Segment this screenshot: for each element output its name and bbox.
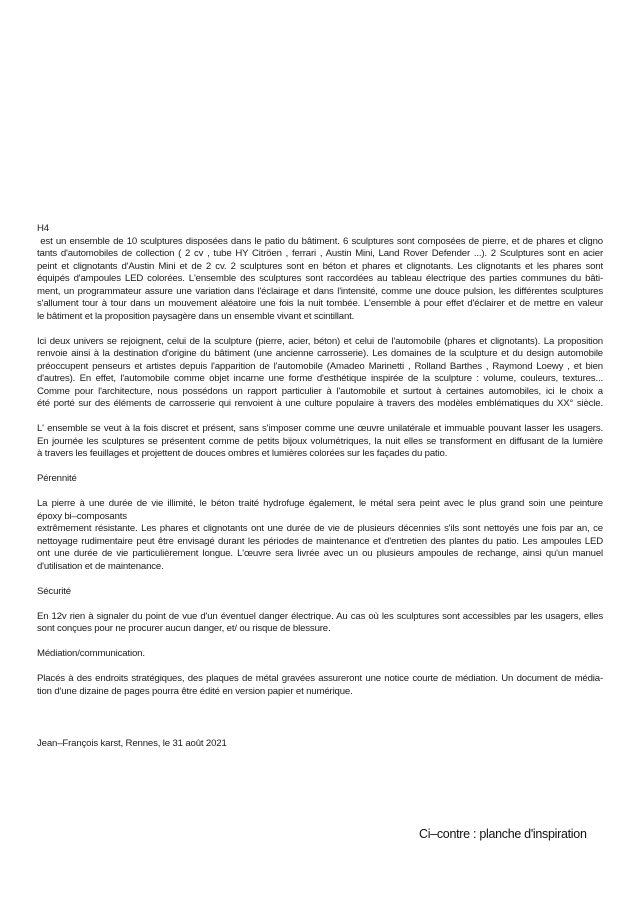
- paragraph-two-universes: [37, 336, 603, 411]
- section-heading-securite: Sécurité: [37, 585, 71, 597]
- intro-line-1b: tants d'automobiles de collection ( 2 cv , tube HY Citröen , ferrari , Austin Mini, Land Rover Defender ...). 2 Sculptures sont en acier: [37, 248, 603, 259]
- text-line: s'allument tour à tour dans un mouvement aléatoire une fois la nuit tombée. L'ensemble à pour effet d'éclairer et de mettre en valeur: [37, 298, 603, 309]
- section-mediation-body: [37, 673, 603, 698]
- text-line: Comme pour l'architecture, nous possédons un rapport particulier à l'automobile et surtout à certaines automobiles, ici le choix a: [37, 385, 603, 397]
- text-line: ment, un programmateur assure une variation dans l'éclairage et dans l'intensité, comme une douce pulsion, les différentes sculptures: [37, 285, 603, 297]
- document-body: [37, 223, 603, 698]
- text-line: En 12v rien à signaler du point de vue d'un éventuel danger électrique. Au cas où les sculptures sont accessibles par les usagers, elles: [37, 610, 603, 622]
- text-line: d'autres). En effet, l'automobile comme objet incarne une forme d'esthétique inspirée de la sculpture : volume, couleurs, textures...: [37, 373, 603, 384]
- signature: Jean–François karst, Rennes, le 31 août 2021: [37, 738, 227, 749]
- section-heading-perennite: Pérennité: [37, 473, 77, 484]
- text-line: à travers les feuillages et projettent de douces ombres et lumières colorées sur les façades du patio.: [37, 448, 448, 459]
- intro-line-1a: est un ensemble de 10 sculptures disposées dans le patio du bâtiment. 6 sculptures sont composées de pierre, et de phares et cligno: [37, 235, 603, 247]
- text-line: [37, 248, 603, 261]
- text-line: été porté sur des éléments de carrosserie qui renvoient à une culture populaire à travers des modèles emblématiques du XX° siècle.: [37, 398, 603, 409]
- text-line: tion d'une dizaine de pages pourra être édité en version papier et numérique.: [37, 685, 353, 697]
- text-line: préoccupent penseurs et artistes depuis l'apparition de l'automobile (Amadeo Marinetti , Rolland Barthes , Raymond Loewy , et bien: [37, 360, 603, 372]
- text-line: [37, 236, 603, 249]
- paragraph-ensemble: [37, 423, 603, 461]
- text-line: nettoyage rudimentaire peut être envisagé durant les périodes de maintenance et d'entretien des plantes du patio. Les ampoules LED: [37, 535, 603, 547]
- text-line: L' ensemble se veut à la fois discret et présent, sans s'imposer comme une œuvre unilatérale et immuable pouvant lasser les usagers.: [37, 423, 603, 434]
- text-line: renvoie ainsi à la destination d'origine du bâtiment (une ancienne carrosserie). Les domaines de la sculpture et du design automobile: [37, 348, 603, 359]
- text-line: Ici deux univers se rejoignent, celui de la sculpture (pierre, acier, béton) et celui de l'automobile (phares et clignotants). La proposition: [37, 335, 603, 347]
- section-heading-mediation: Médiation/communication.: [37, 648, 145, 659]
- section-perennite-body: [37, 498, 603, 573]
- text-line: équipés d'ampoules LED colorées. L'ensemble des sculptures sont raccordées au tableau électrique des parties communes du bâti-: [37, 273, 603, 284]
- text-line: extrêmement résistante. Les phares et clignotants ont une durée de vie de plusieurs décennies s'ils sont nettoyés une fois par an, ce: [37, 523, 603, 534]
- text-line: d'utilisation et de maintenance.: [37, 560, 164, 572]
- text-line: sont conçues pour ne procurer aucun danger, et/ ou risque de blessure.: [37, 623, 331, 634]
- caption: Ci–contre : planche d'inspiration: [419, 827, 587, 841]
- text-line: peint et clignotants d'Austin Mini et de 2 cv. 2 sculptures sont en béton et phares et clignotants. Les clignotants et les phares sont: [37, 260, 603, 272]
- text-line: ont une durée de vie particulièrement longue. L'œuvre sera livrée avec un ou plusieurs ampoules de rechange, ainsi qu'un manuel: [37, 548, 603, 559]
- section-securite-body: [37, 611, 603, 636]
- document-title: H4: [37, 223, 49, 234]
- text-line: La pierre à une durée de vie illimité, le béton traité hydrofuge également, le métal sera peint avec le plus grand soin une peinture: [37, 498, 603, 509]
- text-line: le bâtiment et la proposition paysagère dans un ensemble vivant et scintillant.: [37, 310, 355, 322]
- text-line: En journée les sculptures se présentent comme de petits bijoux volumétriques, la nuit elles se transforment en diffusant de la lumière: [37, 435, 603, 447]
- paragraph-intro: [37, 236, 603, 324]
- text-line: époxy bi–composants: [37, 510, 127, 522]
- text-line: Placés à des endroits stratégiques, des plaques de métal gravées assureront une notice courte de médiation. Un document de média-: [37, 673, 603, 684]
